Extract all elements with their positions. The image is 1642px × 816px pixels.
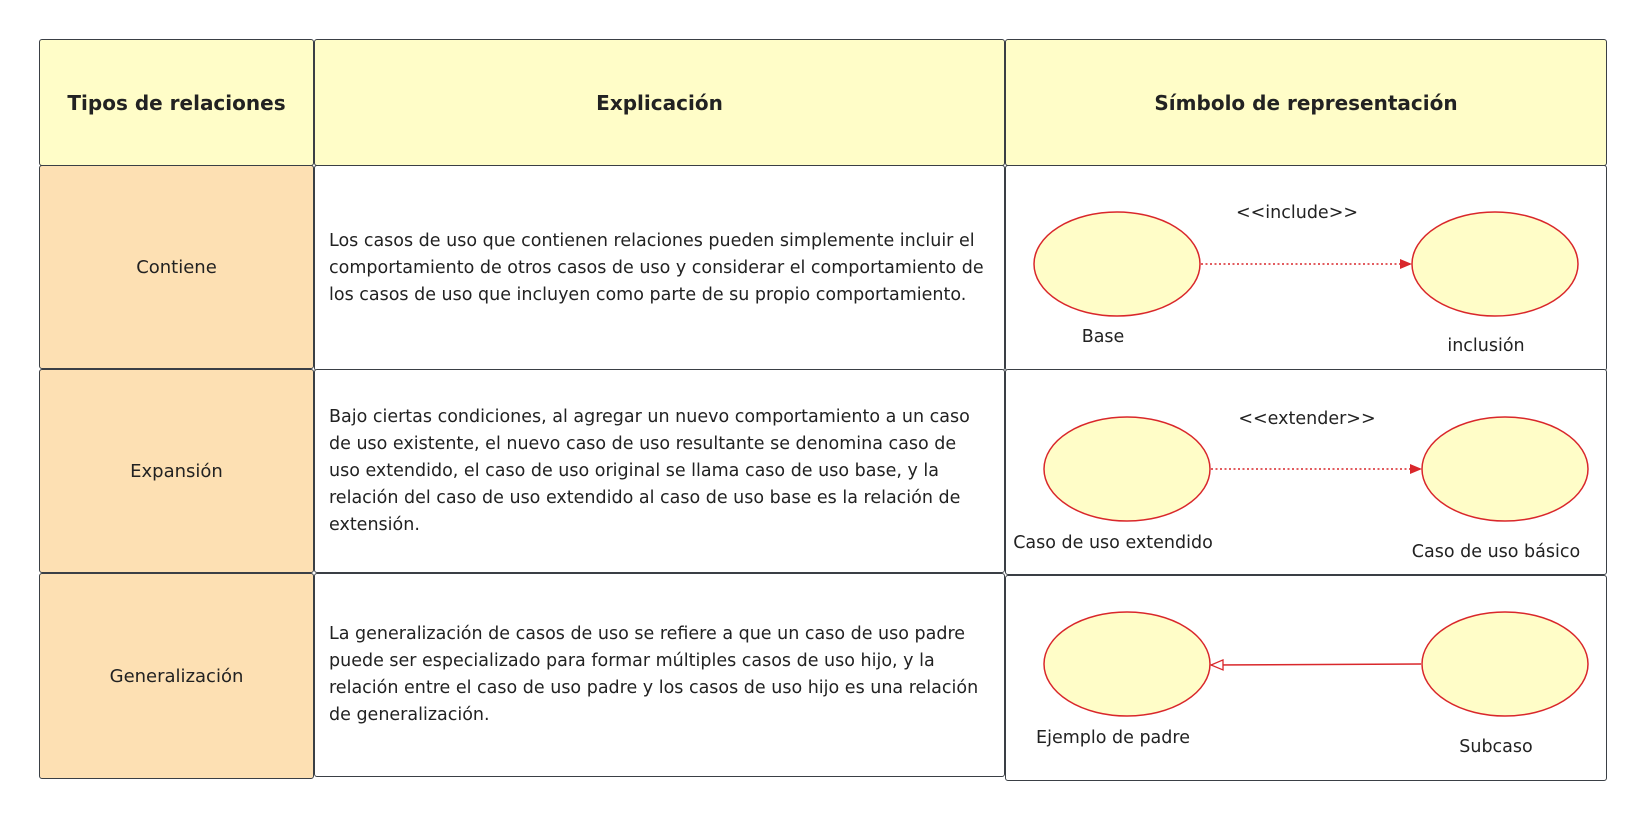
row-symbol-contiene bbox=[1005, 165, 1607, 371]
header-symbol-label: Símbolo de representación bbox=[1154, 90, 1458, 115]
basic-usecase-label: Caso de uso básico bbox=[1411, 542, 1581, 562]
row-type-label: Contiene bbox=[136, 256, 217, 278]
include-label: <<include>> bbox=[1235, 203, 1359, 223]
row-explanation-contiene bbox=[314, 165, 1005, 371]
row-type-contiene bbox=[39, 165, 314, 369]
row-explanation-text: Los casos de uso que contienen relaciones pueden simplemente incluir el comportamiento de otros casos de uso y considerar el comportamiento de los casos de uso que incluyen como parte de su propio comportamiento. bbox=[329, 230, 984, 305]
row-explanation-text: La generalización de casos de uso se refiere a que un caso de uso padre puede ser especializado para formar múltiples casos de uso hijo, y la relación entre el caso de uso padre y los casos de uso hijo es una relación de generalización. bbox=[329, 624, 979, 725]
row-symbol-expansion bbox=[1005, 369, 1607, 575]
header-types bbox=[39, 39, 314, 166]
child-label: Subcaso bbox=[1459, 737, 1533, 757]
row-explanation-expansion bbox=[314, 369, 1005, 573]
row-type-expansion bbox=[39, 369, 314, 573]
extend-label: <<extender>> bbox=[1238, 409, 1376, 429]
header-symbol bbox=[1005, 39, 1607, 166]
extended-usecase-label: Caso de uso extendido bbox=[1013, 533, 1213, 553]
row-type-label: Expansión bbox=[130, 460, 223, 482]
row-type-generalizacion bbox=[39, 573, 314, 779]
header-explanation-label: Explicación bbox=[596, 90, 723, 115]
row-symbol-generalizacion bbox=[1005, 575, 1607, 781]
row-type-label: Generalización bbox=[109, 665, 244, 687]
base-label: Base bbox=[1081, 327, 1125, 347]
header-types-label: Tipos de relaciones bbox=[67, 90, 286, 115]
row-explanation-text: Bajo ciertas condiciones, al agregar un nuevo comportamiento a un caso de uso existente, el nuevo caso de uso resultante se denomina caso de uso extendido, el caso de uso original se llama caso de uso base, y la relación del caso de uso extendido al caso de uso base es la relación de extensión. bbox=[329, 406, 970, 535]
parent-label: Ejemplo de padre bbox=[1036, 728, 1190, 748]
row-explanation-generalizacion bbox=[314, 573, 1005, 777]
inclusion-label: inclusión bbox=[1447, 336, 1525, 356]
header-explanation bbox=[314, 39, 1005, 166]
